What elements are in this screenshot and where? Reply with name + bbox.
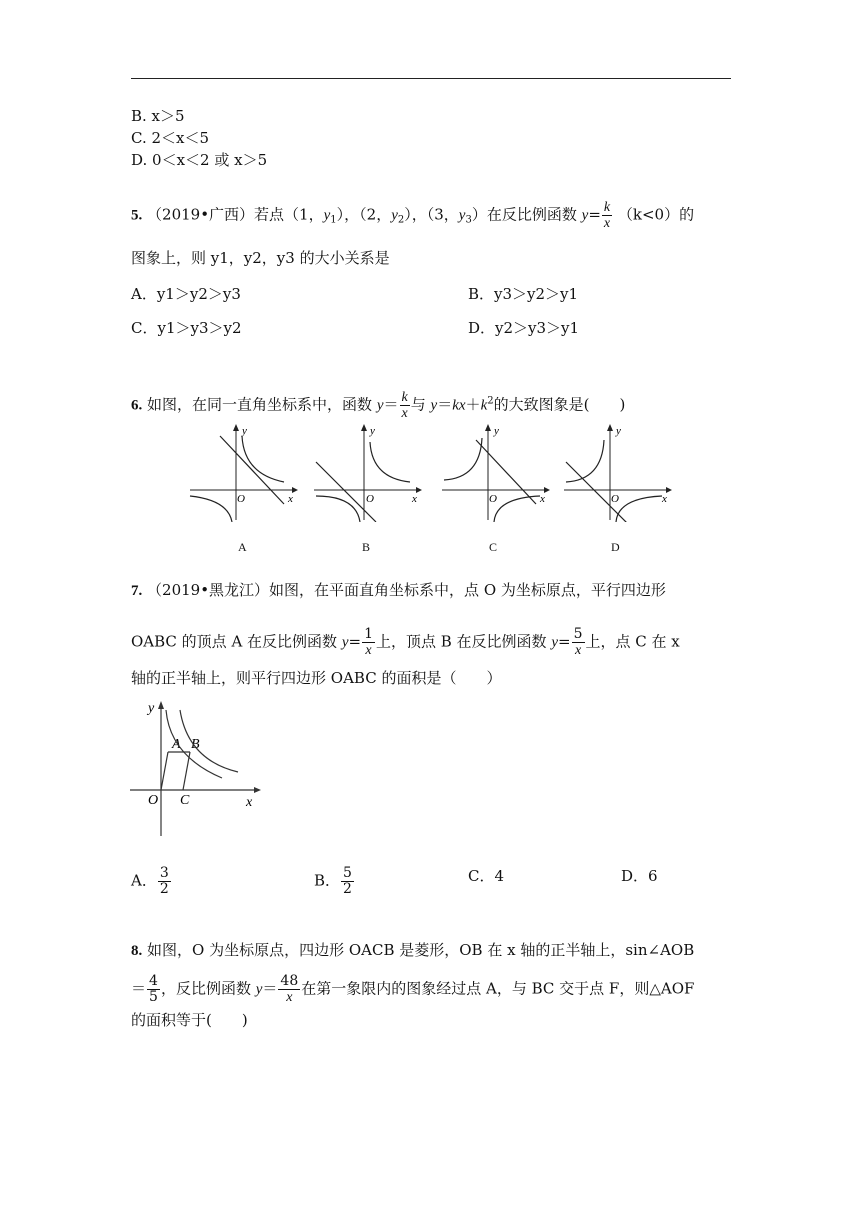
q6-graph-c-label: C: [489, 540, 498, 554]
q7-option-b[interactable]: B． $\frac{5}{2}$: [314, 865, 352, 897]
q7-fraction-1: $\frac{1}{x}$: [364, 626, 373, 658]
q7-number: 7.: [131, 583, 143, 599]
svg-text:O: O: [611, 493, 619, 505]
q8-number: 8.: [131, 943, 143, 959]
svg-text:y: y: [370, 425, 375, 437]
q7-fraction-5: $\frac{5}{x}$: [573, 626, 583, 658]
q4-option-c: C. 2＜x＜5: [131, 129, 210, 147]
q4-option-d: D. 0＜x＜2 或 x＞5: [131, 151, 268, 169]
q6-graph-a-label: A: [238, 540, 247, 554]
q5-option-d[interactable]: D．y2＞y3＞y1: [468, 319, 580, 337]
q7-option-a[interactable]: A． $\frac{3}{2}$: [131, 865, 169, 897]
q5-line2: 图象上，则 y1，y2，y3 的大小关系是: [131, 249, 390, 267]
svg-text:y: y: [148, 701, 155, 716]
q5-option-b[interactable]: B．y3＞y2＞y1: [468, 285, 579, 303]
q6-graph-d: [562, 422, 674, 522]
q4-option-b: B. x＞5: [131, 107, 185, 125]
q6-graph-b: [312, 422, 424, 522]
q8-line3: 的面积等于( ): [131, 1011, 248, 1029]
q8-fraction-sin: $\frac{4}{5}$: [149, 973, 158, 1005]
svg-text:O: O: [366, 493, 374, 505]
q7-line3: 轴的正半轴上，则平行四边形 OABC 的面积是（ ）: [131, 669, 502, 687]
svg-text:B: B: [191, 737, 200, 752]
q6-fraction: $\frac{k}{x}$: [401, 390, 408, 421]
q7-option-a-fraction: $\frac{3}{2}$: [159, 865, 169, 897]
q5-line1: 5. （2019•广西）若点（1，$y_1$），（2，$y_2$），（3，$y_3$）在反比例函数 y= $\frac{k}{x}$ （k<0）的: [131, 200, 695, 231]
q6-graph-a: [188, 422, 300, 522]
svg-text:y: y: [242, 425, 247, 437]
q5-number: 5.: [131, 207, 143, 224]
q7-option-d[interactable]: D．6: [621, 867, 658, 885]
q7-line2: OABC 的顶点 A 在反比例函数 y= $\frac{1}{x}$ 上，顶点 B 在反比例函数 y= $\frac{5}{x}$ 上，点 C 在 x: [131, 626, 680, 658]
q8-line2: ＝ $\frac{4}{5}$ ，反比例函数 y＝ $\frac{48}{x}$ 在第一象限内的图象经过点 A，与 BC 交于点 F，则△AOF: [131, 973, 695, 1005]
q8-line1: 8. 如图，O 为坐标原点，四边形 OACB 是菱形，OB 在 x 轴的正半轴上，sin∠AOB: [131, 941, 695, 959]
q6-line: 6. 如图，在同一直角坐标系中，函数 y＝ $\frac{k}{x}$ 与 $y=kx+k^2$的大致图象是( ): [131, 390, 626, 421]
svg-text:x: x: [412, 493, 417, 505]
q6-graph-d-label: D: [611, 540, 620, 554]
svg-text:x: x: [246, 795, 253, 810]
svg-text:O: O: [489, 493, 497, 505]
q6-number: 6.: [131, 397, 143, 414]
q7-line1: 7. （2019•黑龙江）如图，在平面直角坐标系中，点 O 为坐标原点，平行四边形: [131, 581, 666, 599]
svg-text:O: O: [148, 793, 159, 808]
q7-option-b-fraction: $\frac{5}{2}$: [343, 865, 352, 897]
svg-text:x: x: [288, 493, 293, 505]
svg-text:A: A: [172, 737, 181, 752]
q5-option-c[interactable]: C．y1＞y3＞y2: [131, 319, 242, 337]
q6-graph-c: [440, 422, 552, 522]
svg-text:x: x: [662, 493, 667, 505]
q5-option-a[interactable]: A．y1＞y2＞y3: [131, 285, 241, 303]
q5-fraction: $\frac{k}{x}$: [603, 200, 611, 231]
svg-text:y: y: [616, 425, 621, 437]
q8-fraction-48: $\frac{48}{x}$: [280, 973, 299, 1005]
q7-figure: [130, 698, 270, 838]
svg-text:O: O: [237, 493, 245, 505]
q7-option-c[interactable]: C．4: [468, 867, 505, 885]
q6-graph-b-label: B: [362, 540, 371, 554]
svg-text:x: x: [540, 493, 545, 505]
svg-text:y: y: [494, 425, 499, 437]
header-rule: [131, 78, 731, 79]
svg-text:C: C: [180, 793, 190, 808]
